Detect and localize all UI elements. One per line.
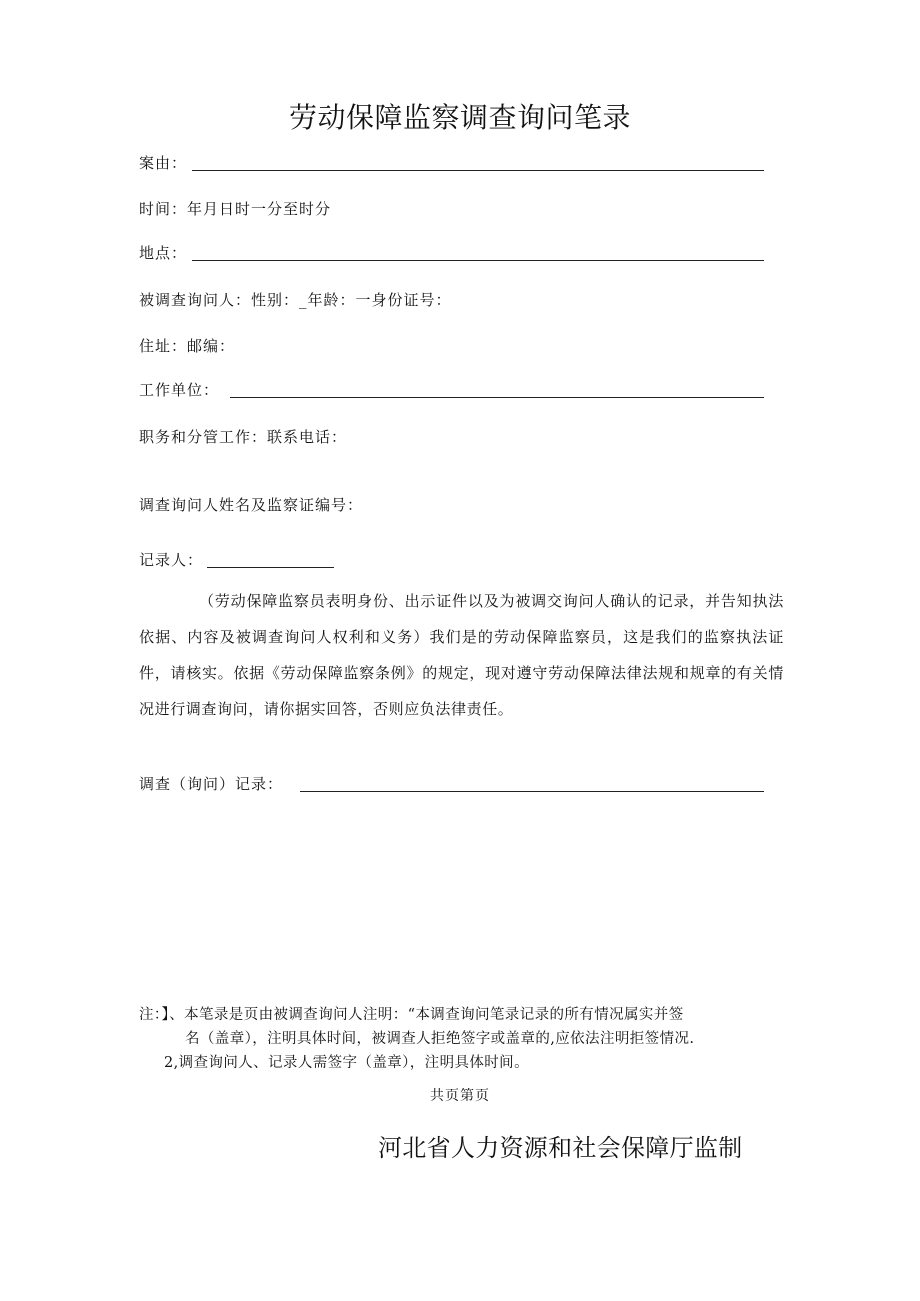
- note-line-1: 注：】、本笔录是页由被调查询问人注明：“本调查询问笔录记录的所有情况属实并签: [139, 1007, 684, 1023]
- case-label: 案由：: [139, 154, 188, 172]
- record-label: 调查（询问）记录：: [139, 775, 284, 793]
- page-count: 共页第页: [430, 1088, 490, 1104]
- note-line-2: 名（盖章），注明具体时间，被调查人拒绝签字或盖章的,应依法注明拒签情况.: [185, 1031, 695, 1047]
- position-label: 职务和分管工作：联系电话：: [139, 428, 348, 446]
- statement-paragraph: （劳动保障监察员表明身份、出示证件以及为被调交询问人确认的记录，并告知执法依据、内容及被调查询问人权利和义务）我们是的劳动保障监察员，这是我们的监察执法证件，请核实。依据《劳动保障监察条例》的规定，现对遵守劳动保障法律法规和规章的有关情况进行调查询问，请你据实回答，否则应负法律责任。: [139, 592, 784, 718]
- employer-label: 工作单位：: [139, 381, 220, 399]
- place-label: 地点：: [139, 244, 188, 262]
- recorder-field[interactable]: [207, 567, 334, 568]
- respondent-label: 被调查询问人：性别：_年龄：一身份证号：: [139, 291, 452, 309]
- note-line-3: 2,调查询问人、记录人需签字（盖章），注明具体时间。: [164, 1055, 529, 1071]
- issuer-footer: 河北省人力资源和社会保障厅监制: [378, 1134, 743, 1162]
- place-field[interactable]: [192, 260, 764, 261]
- document-title: 劳动保障监察调查询问笔录: [288, 101, 631, 134]
- address-label: 住址：邮编：: [139, 337, 236, 355]
- employer-field[interactable]: [230, 397, 764, 398]
- case-field[interactable]: [192, 170, 764, 171]
- investigator-label: 调查询问人姓名及监察证编号：: [139, 496, 364, 514]
- recorder-label: 记录人：: [139, 551, 204, 569]
- time-label: 时间：年月日时一分至时分: [139, 200, 332, 218]
- record-field[interactable]: [300, 791, 764, 792]
